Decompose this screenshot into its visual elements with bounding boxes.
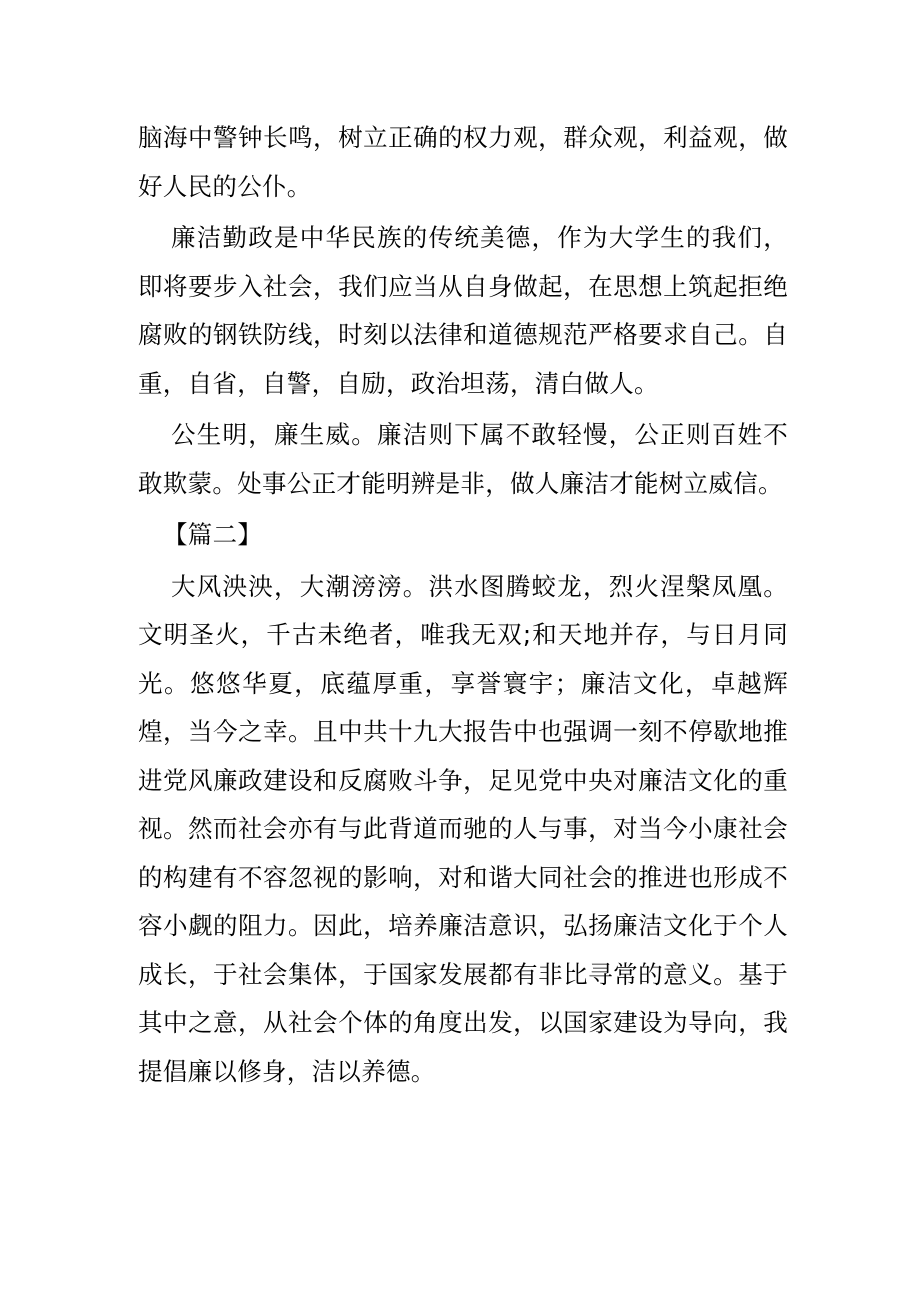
paragraph-fairness: 公生明，廉生威。廉洁则下属不敢轻慢，公正则百姓不敢欺蒙。处事公正才能明辨是非，做人廉洁才能树立威信。 [138, 420, 788, 498]
paragraph-integrity-virtue: 廉洁勤政是中华民族的传统美德，作为大学生的我们，即将要步入社会，我们应当从自身做起，在思想上筑起拒绝腐败的钢铁防线，时刻以法律和道德规范严格要求自己。自重，自省，自警，自励，政治坦荡，清白做人。 [138, 223, 788, 398]
paragraph-culture: 大风泱泱，大潮滂滂。洪水图腾蛟龙，烈火涅槃凤凰。文明圣火，千古未绝者，唯我无双;和天地并存，与日月同光。悠悠华夏，底蕴厚重，享誉寰宇；廉洁文化，卓越辉煌，当今之幸。且中共十九大报告中也强调一刻不停歇地推进党风廉政建设和反腐败斗争，足见党中央对廉洁文化的重视。然而社会亦有与此背道而驰的人与事，对当今小康社会的构建有不容忽视的影响，对和谐大同社会的推进也形成不容小觑的阻力。因此，培养廉洁意识，弘扬廉洁文化于个人成长，于社会集体，于国家发展都有非比寻常的意义。基于其中之意，从社会个体的角度出发，以国家建设为导向，我提倡廉以修身，洁以养德。 [138, 571, 788, 1086]
document-body [138, 114, 788, 1096]
section-heading: 【篇二】 [163, 520, 263, 549]
paragraph-continuation: 脑海中警钟长鸣，树立正确的权力观，群众观，利益观，做好人民的公仆。 [138, 123, 788, 201]
